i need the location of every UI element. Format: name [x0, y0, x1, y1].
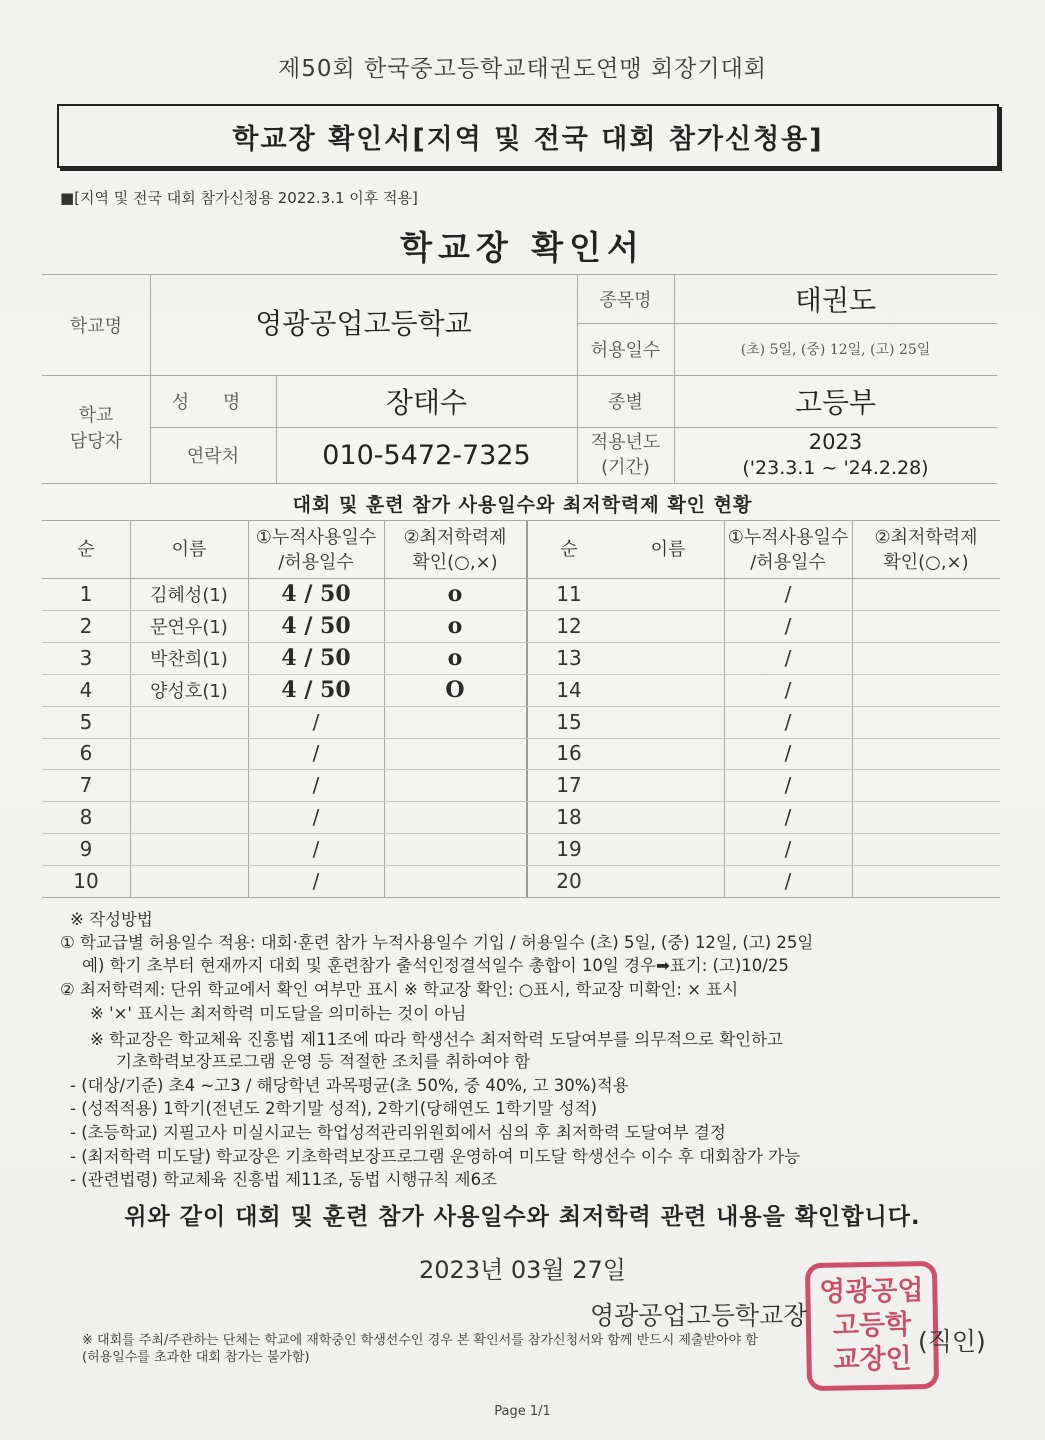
contact-value: 010-5472-7325: [322, 439, 531, 471]
col-header-no: 순: [77, 539, 95, 560]
col-header-check: ②최저학력제 확인(○,×): [403, 526, 507, 573]
row-number: 8: [79, 805, 93, 830]
instruction-line-10: - (최저학력 미도달) 학교장은 기초학력보장프로그램 운영하여 미도달 학생선수 이수 후 대회참가 가능: [70, 1147, 801, 1166]
instruction-line-7: - (대상/기준) 초4 ~고3 / 해당학년 과목평균(초 50%, 중 40%, 고 30%)적용: [70, 1076, 629, 1095]
row-usage-days: /: [784, 773, 792, 798]
row-usage-days: /: [784, 677, 792, 702]
row-athlete-name: [612, 706, 724, 738]
apply-year-value: 2023: [808, 430, 863, 454]
row-usage-days: /: [784, 837, 792, 862]
row-athlete-name: [612, 578, 724, 610]
row-check-mark: o: [447, 580, 463, 607]
division-value: 고등부: [794, 386, 877, 419]
row-athlete-name: [130, 865, 248, 897]
form-title: 학교장 확인서[지역 및 전국 대회 참가신청용]: [232, 123, 824, 155]
row-number: 19: [556, 837, 582, 862]
row-athlete-name: [612, 833, 724, 865]
row-usage-days: /: [312, 709, 320, 734]
row-athlete-name: [130, 833, 248, 865]
row-usage-days: /: [784, 741, 792, 766]
row-number: 16: [556, 741, 582, 766]
row-athlete-name: 양성호(1): [150, 680, 228, 702]
section-title: 대회 및 훈련 참가 사용일수와 최저학력제 확인 현황: [292, 494, 753, 516]
apply-year-period: ('23.3.1 ~ '24.2.28): [742, 457, 929, 479]
instruction-line-4: ※ '×' 표시는 최저학력 미도달을 의미하는 것이 아님: [90, 1004, 467, 1023]
row-usage-days: /: [312, 773, 320, 798]
row-number: 2: [79, 613, 93, 638]
row-athlete-name: [612, 801, 724, 833]
row-number: 20: [556, 869, 582, 894]
row-usage-days: /: [784, 805, 792, 830]
row-check-mark: [852, 578, 1000, 610]
principal-name: 영광공업고등학교장: [590, 1301, 808, 1330]
instruction-line-6: 기초학력보장프로그램 운영 등 적절한 조치를 취하여야 함: [116, 1052, 531, 1071]
division-label: 종별: [608, 392, 643, 413]
apply-year-label: 적용년도 (기간): [590, 432, 661, 478]
row-check-mark: [384, 706, 526, 738]
instruction-line-2: 예) 학기 초부터 현재까지 대회 및 훈련참가 출석인정결석일수 총합이 10일 경우➡표기: (고)10/25: [82, 956, 789, 975]
row-athlete-name: [612, 674, 724, 706]
row-check-mark: [852, 674, 1000, 706]
row-number: 13: [556, 645, 582, 670]
row-usage-days: /: [312, 741, 320, 766]
row-number: 18: [556, 805, 582, 830]
name-value: 장태수: [385, 386, 468, 419]
instruction-line-3: ② 최저학력제: 단위 학교에서 확인 여부만 표시 ※ 학교장 확인: ○표시, 학교장 미확인: × 표시: [60, 980, 739, 999]
row-usage-days: /: [312, 805, 320, 830]
row-athlete-name: [612, 865, 724, 897]
row-athlete-name: 문연우(1): [150, 616, 228, 638]
instruction-line-9: - (초등학교) 지필고사 미실시교는 학업성적관리위원회에서 심의 후 최저학력 도달여부 결정: [70, 1123, 726, 1142]
row-check-mark: [852, 738, 1000, 770]
allowed-days-value: (초) 5일, (중) 12일, (고) 25일: [740, 342, 931, 358]
row-check-mark: [852, 833, 1000, 865]
row-usage-days: /: [784, 645, 792, 670]
sport-value: 태권도: [794, 284, 877, 317]
row-check-mark: [852, 801, 1000, 833]
footnote-line-1: ※ 대회를 주최/주관하는 단체는 학교에 재학중인 학생선수인 경우 본 확인서를 참가신청서와 함께 반드시 제출받아야 함: [82, 1333, 758, 1348]
row-check-mark: [852, 706, 1000, 738]
seal-line-3: 교장인: [833, 1343, 912, 1376]
apply-year-cell: [674, 427, 997, 483]
form-note: ■[지역 및 전국 대회 참가신청용 2022.3.1 이후 적용]: [60, 189, 418, 207]
page-number: Page 1/1: [494, 1404, 551, 1419]
seal-line-1: 영광공업: [818, 1275, 924, 1308]
row-number: 6: [79, 741, 93, 766]
row-athlete-name: [130, 706, 248, 738]
issue-date: 2023년 03월 27일: [419, 1256, 626, 1284]
row-usage-days: 4 / 50: [281, 644, 351, 671]
row-check-mark: [852, 769, 1000, 801]
row-check-mark: [384, 769, 526, 801]
school-name-label: 학교명: [69, 316, 123, 337]
seal-label: (직인): [918, 1327, 986, 1356]
row-athlete-name: [612, 642, 724, 674]
footnote-line-2: (허용일수를 초과한 대회 참가는 불가함): [82, 1350, 310, 1365]
col-header-check: ②최저학력제 확인(○,×): [874, 526, 978, 573]
usage-table: [42, 520, 1000, 898]
row-usage-days: /: [784, 869, 792, 894]
row-athlete-name: 박찬희(1): [150, 648, 228, 670]
row-check-mark: [852, 865, 1000, 897]
info-grid: [42, 274, 997, 484]
row-usage-days: /: [312, 869, 320, 894]
col-header-usage: ①누적사용일수 /허용일수: [727, 526, 849, 573]
main-title: 학교장 확인서: [400, 228, 645, 267]
row-athlete-name: [130, 738, 248, 770]
row-check-mark: O: [445, 676, 465, 703]
row-check-mark: [852, 642, 1000, 674]
seal-line-2: 고등학: [832, 1309, 912, 1342]
instruction-line-1: ① 학교급별 허용일수 적용: 대회·훈련 참가 누적사용일수 기입 / 허용일수 (초) 5일, (중) 12일, (고) 25일: [60, 933, 814, 952]
confirm-statement: 위와 같이 대회 및 훈련 참가 사용일수와 최저학력 관련 내용을 확인합니다.: [124, 1204, 921, 1230]
instruction-line-11: - (관련법령) 학교체육 진흥법 제11조, 동법 시행규칙 제6조: [70, 1170, 497, 1189]
instruction-line-8: - (성적적용) 1학기(전년도 2학기말 성적), 2학기(당해연도 1학기말 성적): [70, 1099, 598, 1118]
contact-label: 연락처: [186, 446, 240, 467]
col-header-usage: ①누적사용일수 /허용일수: [255, 526, 377, 573]
sport-label: 종목명: [599, 290, 652, 311]
row-number: 9: [79, 837, 93, 862]
row-check-mark: [384, 865, 526, 897]
row-usage-days: /: [784, 709, 792, 734]
row-usage-days: /: [784, 613, 792, 638]
row-number: 14: [556, 677, 582, 702]
row-number: 17: [556, 773, 582, 798]
col-header-name: 이름: [650, 539, 686, 560]
row-check-mark: o: [447, 612, 463, 639]
row-check-mark: [384, 738, 526, 770]
row-number: 11: [556, 581, 582, 606]
row-usage-days: /: [312, 837, 320, 862]
col-header-no: 순: [560, 539, 578, 560]
row-check-mark: [384, 833, 526, 865]
row-athlete-name: [130, 801, 248, 833]
manager-label: 학교 담당자: [69, 405, 123, 452]
name-label: 성 명: [171, 392, 255, 413]
row-check-mark: o: [447, 644, 463, 671]
col-header-name: 이름: [171, 539, 207, 560]
row-athlete-name: 김혜성(1): [150, 584, 228, 606]
row-athlete-name: [612, 610, 724, 642]
row-number: 5: [79, 709, 93, 734]
form-title-box: [57, 104, 999, 168]
row-number: 7: [79, 773, 93, 798]
row-number: 4: [79, 677, 93, 702]
row-usage-days: 4 / 50: [281, 580, 351, 607]
row-number: 1: [79, 581, 93, 606]
row-number: 15: [556, 709, 582, 734]
row-usage-days: 4 / 50: [281, 612, 351, 639]
instructions-heading: ※ 작성방법: [70, 910, 153, 929]
row-athlete-name: [612, 738, 724, 770]
row-check-mark: [852, 610, 1000, 642]
row-usage-days: /: [784, 581, 792, 606]
row-number: 3: [79, 645, 93, 670]
row-athlete-name: [130, 769, 248, 801]
allowed-days-label: 허용일수: [590, 340, 661, 361]
row-usage-days: 4 / 50: [281, 676, 351, 703]
row-number: 10: [73, 869, 99, 894]
row-athlete-name: [612, 769, 724, 801]
row-number: 12: [556, 613, 582, 638]
event-title: 제50회 한국중고등학교태권도연맹 회장기대회: [277, 56, 768, 82]
school-name-value: 영광공업고등학교: [255, 307, 472, 340]
row-check-mark: [384, 801, 526, 833]
instruction-line-5: ※ 학교장은 학교체육 진흥법 제11조에 따라 학생선수 최저학력 도달여부를 의무적으로 확인하고: [90, 1030, 783, 1049]
